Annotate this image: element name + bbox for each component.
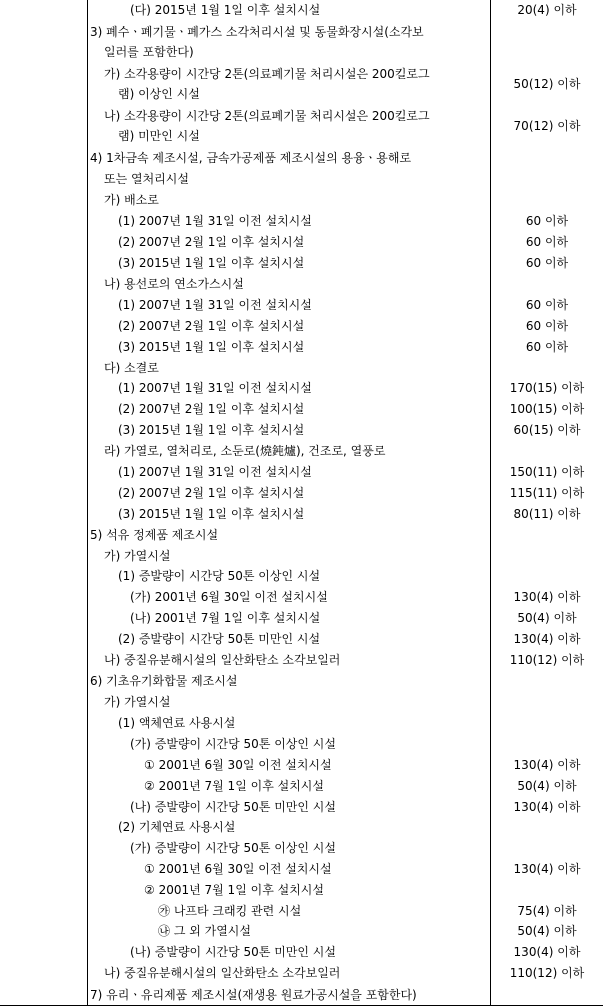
row-label: (1) 증발량이 시간당 50톤 이상인 시설 (118, 569, 321, 583)
row-label: 3) 폐수ㆍ폐기물ㆍ폐가스 소각처리시설 및 동물화장시설(소각보 (90, 25, 424, 39)
row-value: 60 이하 (525, 235, 569, 249)
row-label: 일러를 포함한다) (104, 45, 194, 59)
row-label: ① 2001년 6월 30일 이전 설치시설 (144, 758, 332, 772)
row-value: 60(15) 이하 (513, 423, 581, 437)
row-label: (2) 2007년 2월 1일 이후 설치시설 (118, 319, 305, 333)
row-label: (다) 2015년 1월 1일 이후 설치시설 (130, 3, 321, 17)
row-label: (1) 2007년 1월 31일 이전 설치시설 (118, 381, 312, 395)
table-left-border (87, 0, 88, 1006)
row-label: 6) 기초유기화합물 제조시설 (90, 674, 238, 688)
row-value: 50(4) 이하 (517, 611, 577, 625)
row-value: 50(4) 이하 (517, 924, 577, 938)
row-label: (3) 2015년 1월 1일 이후 설치시설 (118, 256, 305, 270)
row-value: 50(4) 이하 (517, 779, 577, 793)
row-label: (1) 2007년 1월 31일 이전 설치시설 (118, 465, 312, 479)
row-label: 가) 가열시설 (104, 695, 171, 709)
row-label: (가) 2001년 6월 30일 이전 설치시설 (130, 590, 328, 604)
row-value: 60 이하 (525, 298, 569, 312)
row-value: 130(4) 이하 (513, 800, 581, 814)
row-value: 170(15) 이하 (509, 381, 585, 395)
row-label: (2) 2007년 2월 1일 이후 설치시설 (118, 235, 305, 249)
row-value: 130(4) 이하 (513, 862, 581, 876)
row-label: 7) 유리ㆍ유리제품 제조시설(재생용 원료가공시설을 포함한다) (90, 988, 417, 1002)
row-label: 가) 배소로 (104, 193, 159, 207)
row-label: 램) 이상인 시설 (118, 87, 200, 101)
column-divider (490, 0, 491, 1006)
row-value: 130(4) 이하 (513, 758, 581, 772)
row-label: (나) 증발량이 시간당 50톤 미만인 시설 (130, 800, 336, 814)
row-value: 75(4) 이하 (517, 904, 577, 918)
row-label: (가) 증발량이 시간당 50톤 이상인 시설 (130, 841, 336, 855)
row-label: (2) 증발량이 시간당 50톤 미만인 시설 (118, 632, 321, 646)
row-label: 나) 용선로의 연소가스시설 (104, 277, 244, 291)
row-value: 80(11) 이하 (513, 507, 581, 521)
row-label: (나) 2001년 7월 1일 이후 설치시설 (130, 611, 321, 625)
row-label: 다) 소결로 (104, 361, 159, 375)
row-value: 100(15) 이하 (509, 402, 585, 416)
row-value: 20(4) 이하 (517, 3, 577, 17)
row-label: 나) 중질유분해시설의 일산화탄소 소각보일러 (104, 966, 341, 980)
row-label: ② 2001년 7월 1일 이후 설치시설 (144, 883, 324, 897)
row-value: 130(4) 이하 (513, 632, 581, 646)
row-value: 110(12) 이하 (509, 653, 585, 667)
row-value: 115(11) 이하 (509, 486, 585, 500)
row-value: 150(11) 이하 (509, 465, 585, 479)
row-label: (1) 액체연료 사용시설 (118, 716, 236, 730)
row-label: 나) 소각용량이 시간당 2톤(의료폐기물 처리시설은 200킬로그 (104, 109, 430, 123)
row-value: 70(12) 이하 (513, 119, 581, 133)
row-label: 가) 소각용량이 시간당 2톤(의료폐기물 처리시설은 200킬로그 (104, 67, 430, 81)
row-value: 60 이하 (525, 256, 569, 270)
row-label: 4) 1차금속 제조시설, 금속가공제품 제조시설의 용융ㆍ용해로 (90, 151, 412, 165)
row-value: 130(4) 이하 (513, 945, 581, 959)
row-label: 램) 미만인 시설 (118, 129, 200, 143)
row-label: (3) 2015년 1월 1일 이후 설치시설 (118, 423, 305, 437)
row-label: (나) 증발량이 시간당 50톤 미만인 시설 (130, 945, 336, 959)
row-label: (1) 2007년 1월 31일 이전 설치시설 (118, 214, 312, 228)
row-value: 60 이하 (525, 214, 569, 228)
row-label: (3) 2015년 1월 1일 이후 설치시설 (118, 507, 305, 521)
row-label: ㉮ 나프타 크래킹 관련 시설 (158, 904, 302, 918)
row-label: (2) 기체연료 사용시설 (118, 820, 236, 834)
row-label: 가) 가열시설 (104, 549, 171, 563)
row-label: 라) 가열로, 열처리로, 소둔로(燒鈍爐), 건조로, 열풍로 (104, 444, 386, 458)
row-label: (1) 2007년 1월 31일 이전 설치시설 (118, 298, 312, 312)
row-value: 110(12) 이하 (509, 966, 585, 980)
row-label: 5) 석유 정제품 제조시설 (90, 528, 219, 542)
row-value: 130(4) 이하 (513, 590, 581, 604)
row-label: 나) 중질유분해시설의 일산화탄소 소각보일러 (104, 653, 341, 667)
row-label: ㉯ 그 외 가열시설 (158, 924, 251, 938)
row-value: 60 이하 (525, 319, 569, 333)
row-label: ② 2001년 7월 1일 이후 설치시설 (144, 779, 324, 793)
row-value: 60 이하 (525, 340, 569, 354)
row-value: 50(12) 이하 (513, 77, 581, 91)
row-label: (3) 2015년 1월 1일 이후 설치시설 (118, 340, 305, 354)
row-label: (2) 2007년 2월 1일 이후 설치시설 (118, 402, 305, 416)
row-label: (2) 2007년 2월 1일 이후 설치시설 (118, 486, 305, 500)
row-label: (가) 증발량이 시간당 50톤 이상인 시설 (130, 737, 336, 751)
row-label: ① 2001년 6월 30일 이전 설치시설 (144, 862, 332, 876)
row-label: 또는 열처리시설 (104, 172, 189, 186)
